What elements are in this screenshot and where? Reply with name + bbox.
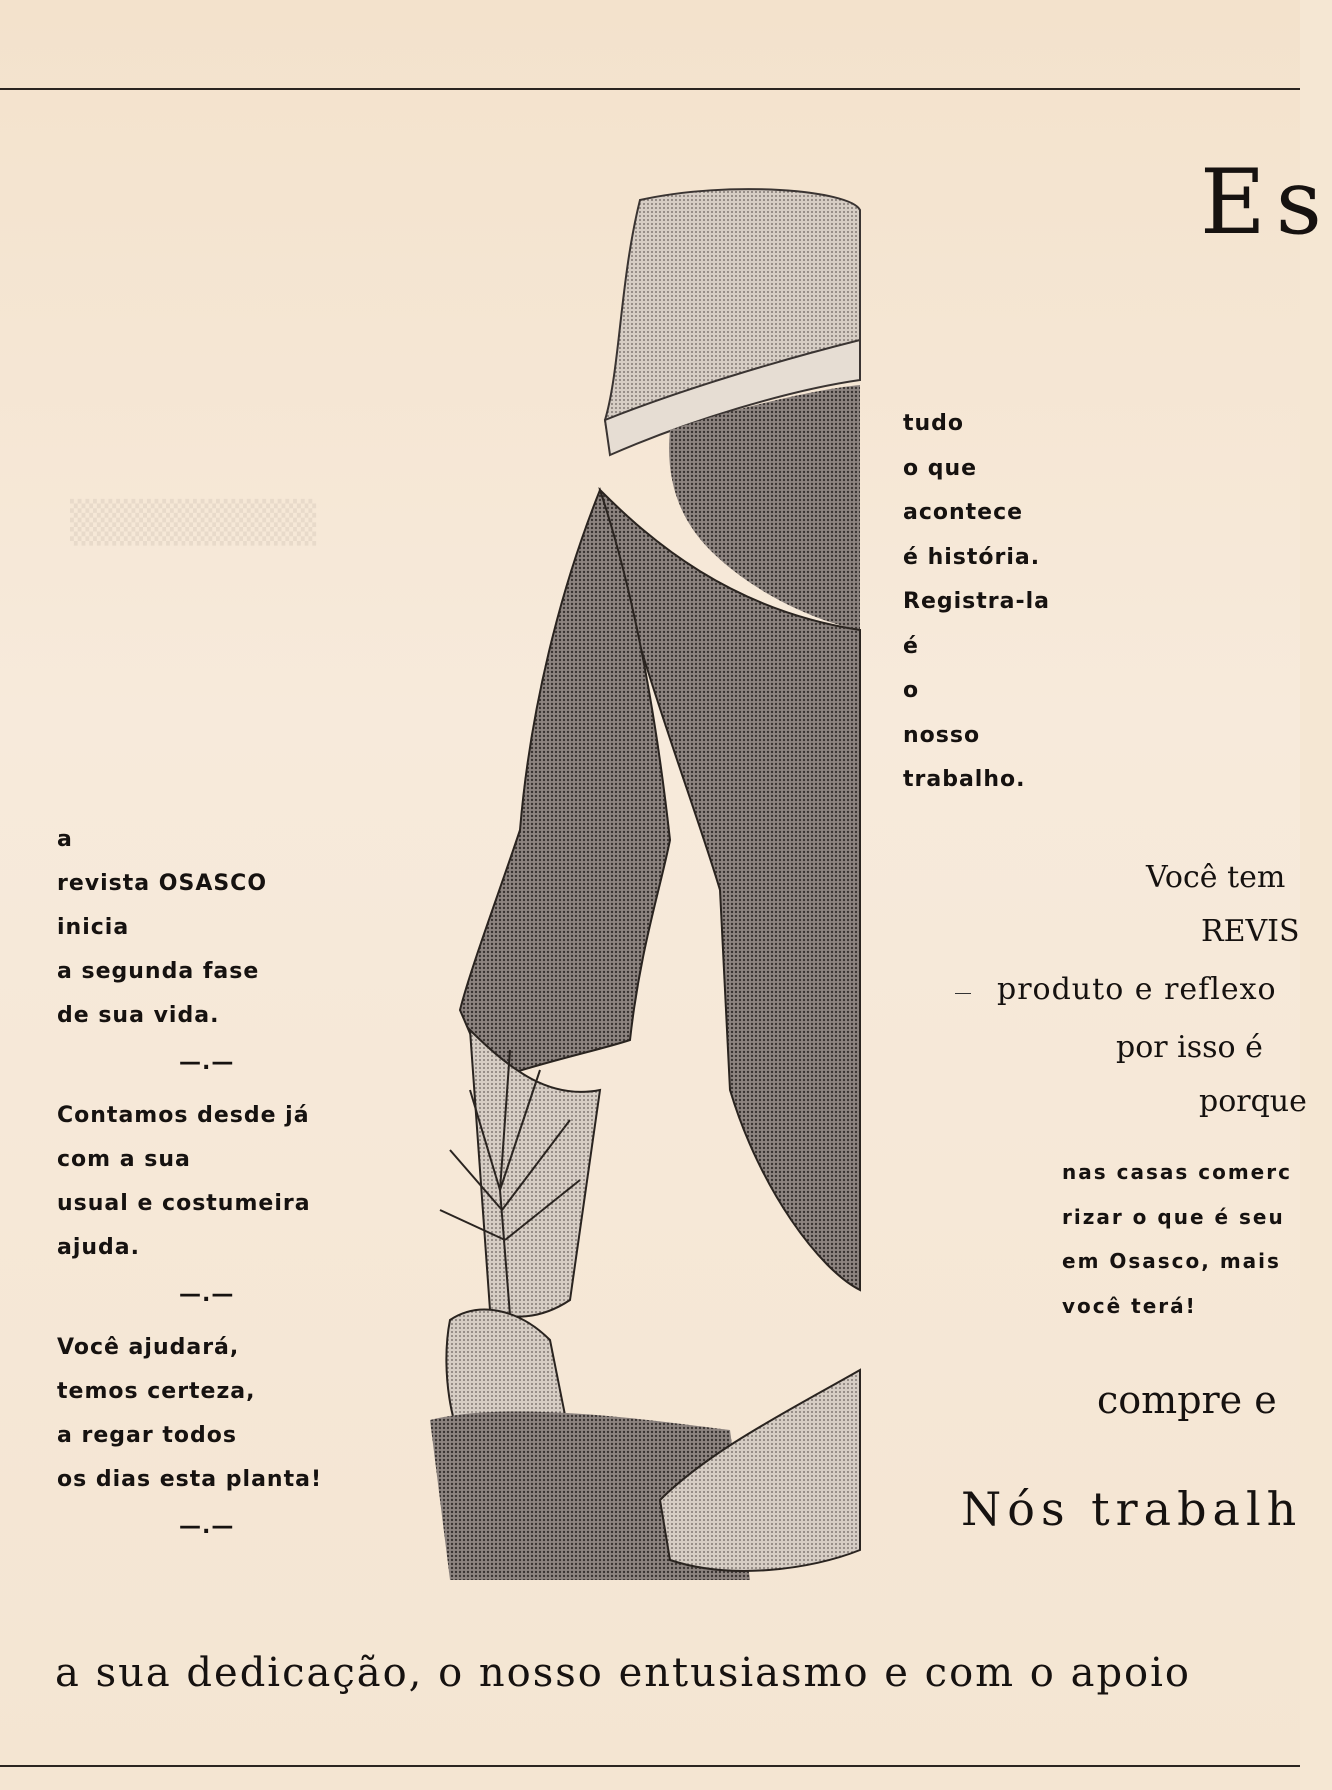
right-sans-line: rizar o que é seu <box>1062 1204 1285 1229</box>
left-line: a segunda fase <box>57 959 260 984</box>
middle-line: acontece <box>903 500 1024 525</box>
middle-line: o que <box>903 455 978 481</box>
nos-trabalhamos-line: Nós trabalh <box>961 1482 1303 1536</box>
left-line: com a sua <box>57 1147 191 1172</box>
left-line: ajuda. <box>57 1235 140 1260</box>
right-serif-line: REVIS <box>1201 914 1300 949</box>
middle-line: é história. <box>903 544 1041 570</box>
compre-line: compre e <box>1097 1378 1277 1422</box>
left-line: Você ajudará, <box>57 1335 240 1360</box>
top-rule <box>0 88 1300 90</box>
middle-line: trabalho. <box>903 767 1026 792</box>
middle-line: Registra-la <box>903 589 1050 614</box>
left-block-2 <box>57 1094 357 1270</box>
left-line: revista OSASCO <box>57 871 268 896</box>
middle-line: tudo <box>903 411 965 436</box>
right-serif-line: porque <box>1199 1084 1307 1119</box>
right-sans-block <box>1062 1150 1292 1328</box>
middle-column <box>903 402 1050 803</box>
left-line: Contamos desde já <box>57 1103 310 1128</box>
man-planting-sapling-illustration <box>430 190 860 1590</box>
left-line: a regar todos <box>57 1423 237 1448</box>
dash-mark <box>955 993 971 994</box>
separator: —.— <box>179 1282 235 1307</box>
right-sans-line: nas casas comerc <box>1062 1160 1292 1184</box>
bleed-through-text: ▒▒▒▒▒▒▒▒ <box>70 500 317 546</box>
headline: Es <box>1200 150 1332 255</box>
middle-line: é <box>903 633 919 659</box>
middle-line: o <box>903 678 920 703</box>
left-block-1 <box>57 818 357 1038</box>
left-line: a <box>57 827 73 852</box>
left-line: os dias esta planta! <box>57 1467 322 1492</box>
left-line: de sua vida. <box>57 1003 220 1028</box>
bottom-rule <box>0 1765 1300 1767</box>
right-sans-line: em Osasco, mais <box>1062 1249 1281 1273</box>
middle-line: nosso <box>903 722 981 748</box>
left-block-3 <box>57 1326 357 1502</box>
left-line: inicia <box>57 915 130 940</box>
footer-line: a sua dedicação, o nosso entusiasmo e com o apoio <box>55 1650 1192 1696</box>
right-serif-line: produto e reflexo <box>997 972 1277 1007</box>
separator: —.— <box>179 1514 235 1539</box>
left-column <box>57 818 357 1558</box>
left-line: usual e costumeira <box>57 1191 311 1216</box>
left-line: temos certeza, <box>57 1379 256 1404</box>
right-sans-line: você terá! <box>1062 1293 1197 1318</box>
right-serif-line: por isso é <box>1116 1030 1263 1065</box>
right-serif-line: Você tem <box>1146 860 1286 895</box>
separator: —.— <box>179 1050 235 1075</box>
